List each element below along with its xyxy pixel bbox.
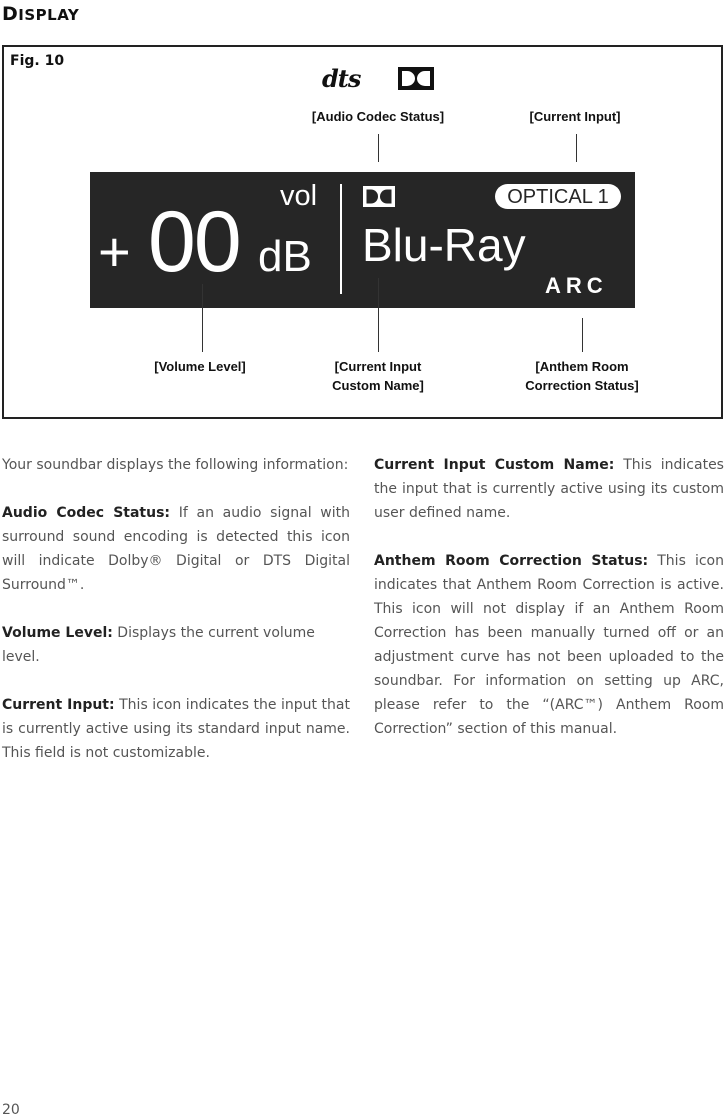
paragraph-custom-name: Current Input Custom Name: This indicates the input that is currently active using its custom user defined name. (374, 457, 724, 521)
volume-level: 00 (148, 194, 240, 290)
paragraph-arc-status: Anthem Room Correction Status: This icon indicates that Anthem Room Correction is active. This icon will not display if an Anthem Room Correction has been manually turned off or an adjustment curve has not been uploaded to the soundbar. For information on setting up ARC, please refer to the “(ARC™) Anthem Room Correction” section of this manual. (374, 553, 724, 737)
leader-line (202, 284, 203, 352)
leader-line (582, 318, 583, 352)
figure-label: Fig. 10 (10, 53, 65, 69)
leader-line (378, 134, 379, 162)
paragraph-current-input: Current Input: This icon indicates the input that is currently active using its standard input name. This field is not customizable. (2, 697, 350, 761)
page-number: 20 (2, 1102, 20, 1118)
dts-logo: dts (322, 64, 361, 93)
arc-status: ARC (545, 273, 608, 298)
leader-line (378, 278, 379, 352)
soundbar-display (90, 172, 635, 308)
input-custom-name: Blu-Ray (362, 219, 526, 271)
leader-line (576, 134, 577, 162)
paragraph-volume-level: Volume Level: Displays the current volume level. (2, 625, 315, 665)
intro-paragraph: Your soundbar displays the following information: (2, 457, 349, 473)
callout-current-input-custom-name: [Current Input Custom Name] (332, 359, 424, 393)
vol-label: vol (280, 180, 318, 212)
text-column-left (2, 453, 350, 789)
callout-volume-level: [Volume Level] (154, 359, 246, 374)
display-divider (340, 184, 342, 294)
text-column-right (374, 453, 724, 765)
section-heading: DISPLAY (2, 3, 80, 25)
paragraph-audio-codec: Audio Codec Status: If an audio signal with surround sound encoding is detected this icon will indicate Dolby® Digital or DTS Digital Surround™. (2, 505, 350, 593)
volume-unit: dB (258, 232, 312, 281)
dolby-double-d-icon (398, 67, 434, 90)
callout-current-input: [Current Input] (529, 109, 621, 124)
dolby-double-d-icon (363, 186, 395, 207)
callout-audio-codec-status: [Audio Codec Status] (311, 109, 445, 124)
callout-arc-status: [Anthem Room Correction Status] (525, 359, 639, 393)
current-input: OPTICAL 1 (507, 186, 609, 208)
volume-sign: + (98, 220, 131, 283)
